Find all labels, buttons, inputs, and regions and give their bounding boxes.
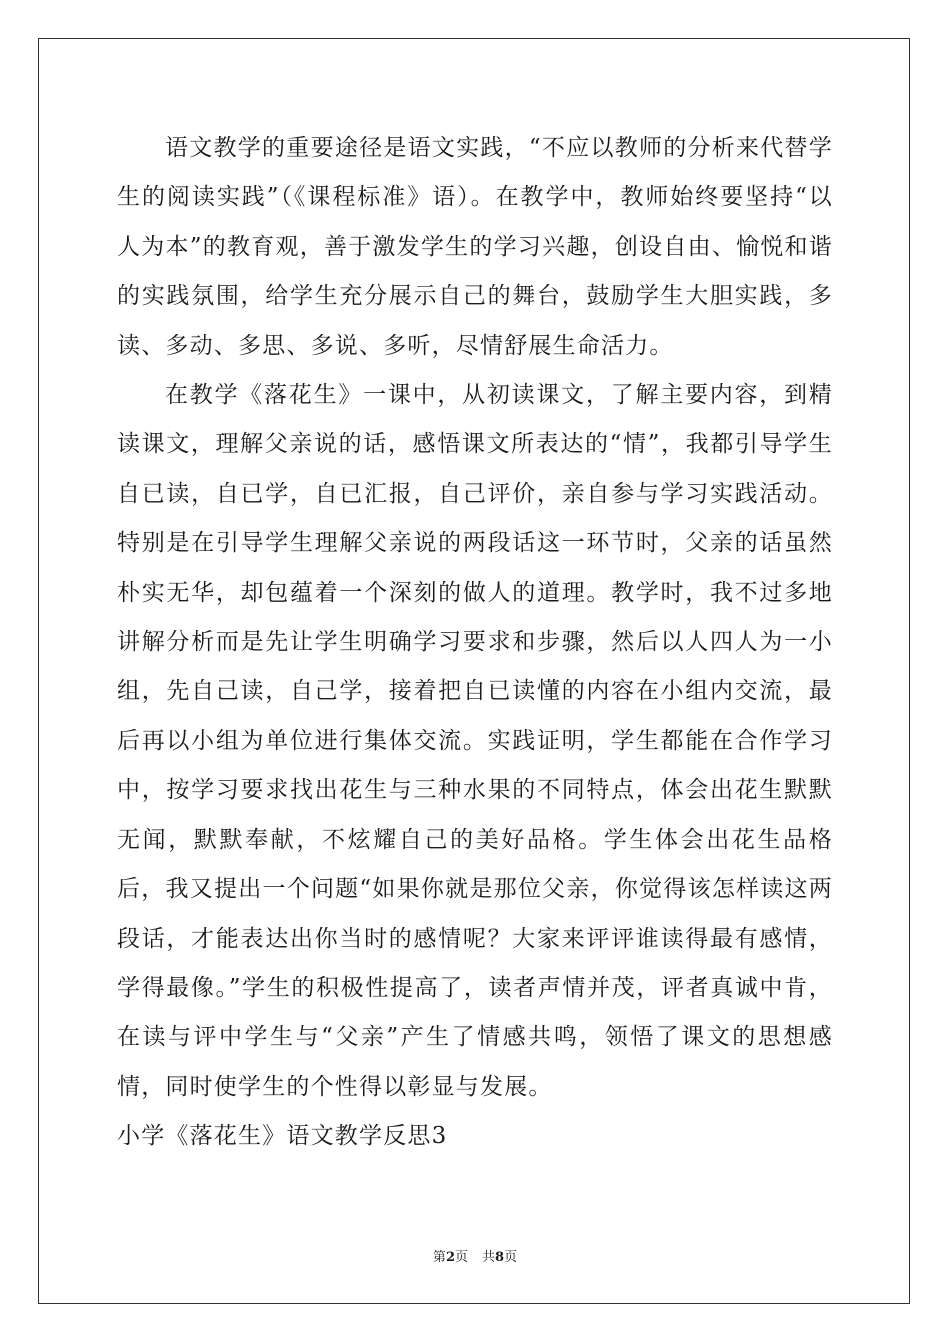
section-heading: 小学《落花生》语文教学反思3 bbox=[117, 1123, 448, 1150]
total-suffix: 页 bbox=[504, 1250, 518, 1265]
paragraph-2: 在教学《落花生》一课中，从初读课文，了解主要内容，到精读课文，理解父亲说的话，感悟课文所表达的“情”，我都引导学生自已读，自已学，自已汇报，自己评价，亲自参与学习实践活动。特别是在引导学生理解父亲说的两段话这一环节时，父亲的话虽然朴实无华，却包蕴着一个深刻的做人的道理。教学时，我不过多地讲解分析而是先让学生明确学习要求和步骤，然后以人四人为一小组，先自己读，自己学，接着把自已读懂的内容在小组内交流，最后再以小组为单位进行集体交流。实践证明，学生都能在合作学习中，按学习要求找出花生与三种水果的不同特点，体会出花生默默无闻，默默奉献，不炫耀自己的美好品格。学生体会出花生品格后，我又提出一个问题“如果你就是那位父亲，你觉得该怎样读这两段话，才能表达出你当时的感情呢？大家来评评谁读得最有感情，学得最像。”学生的积极性提高了，读者声情并茂，评者真诚中肯，在读与评中学生与“父亲”产生了情感共鸣，领悟了课文的思想感情，同时使学生的个性得以彰显与发展。 bbox=[117, 382, 833, 1100]
page-suffix: 页 bbox=[454, 1250, 468, 1265]
total-pages: 8 bbox=[495, 1250, 505, 1265]
page-prefix: 第 bbox=[432, 1250, 446, 1265]
page-number: 2 bbox=[445, 1250, 455, 1265]
document-body bbox=[117, 124, 833, 1162]
page-footer bbox=[0, 1246, 950, 1265]
paragraph-1: 语文教学的重要途径是语文实践，“不应以教师的分析来代替学生的阅读实践”（《课程标准》语）。在教学中，教师始终要坚持“以人为本”的教育观，善于激发学生的学习兴趣，创设自由、愉悦和谐的实践氛围，给学生充分展示自己的舞台，鼓励学生大胆实践，多读、多动、多思、多说、多听，尽情舒展生命活力。 bbox=[117, 135, 833, 359]
total-prefix: 共 bbox=[482, 1250, 496, 1265]
